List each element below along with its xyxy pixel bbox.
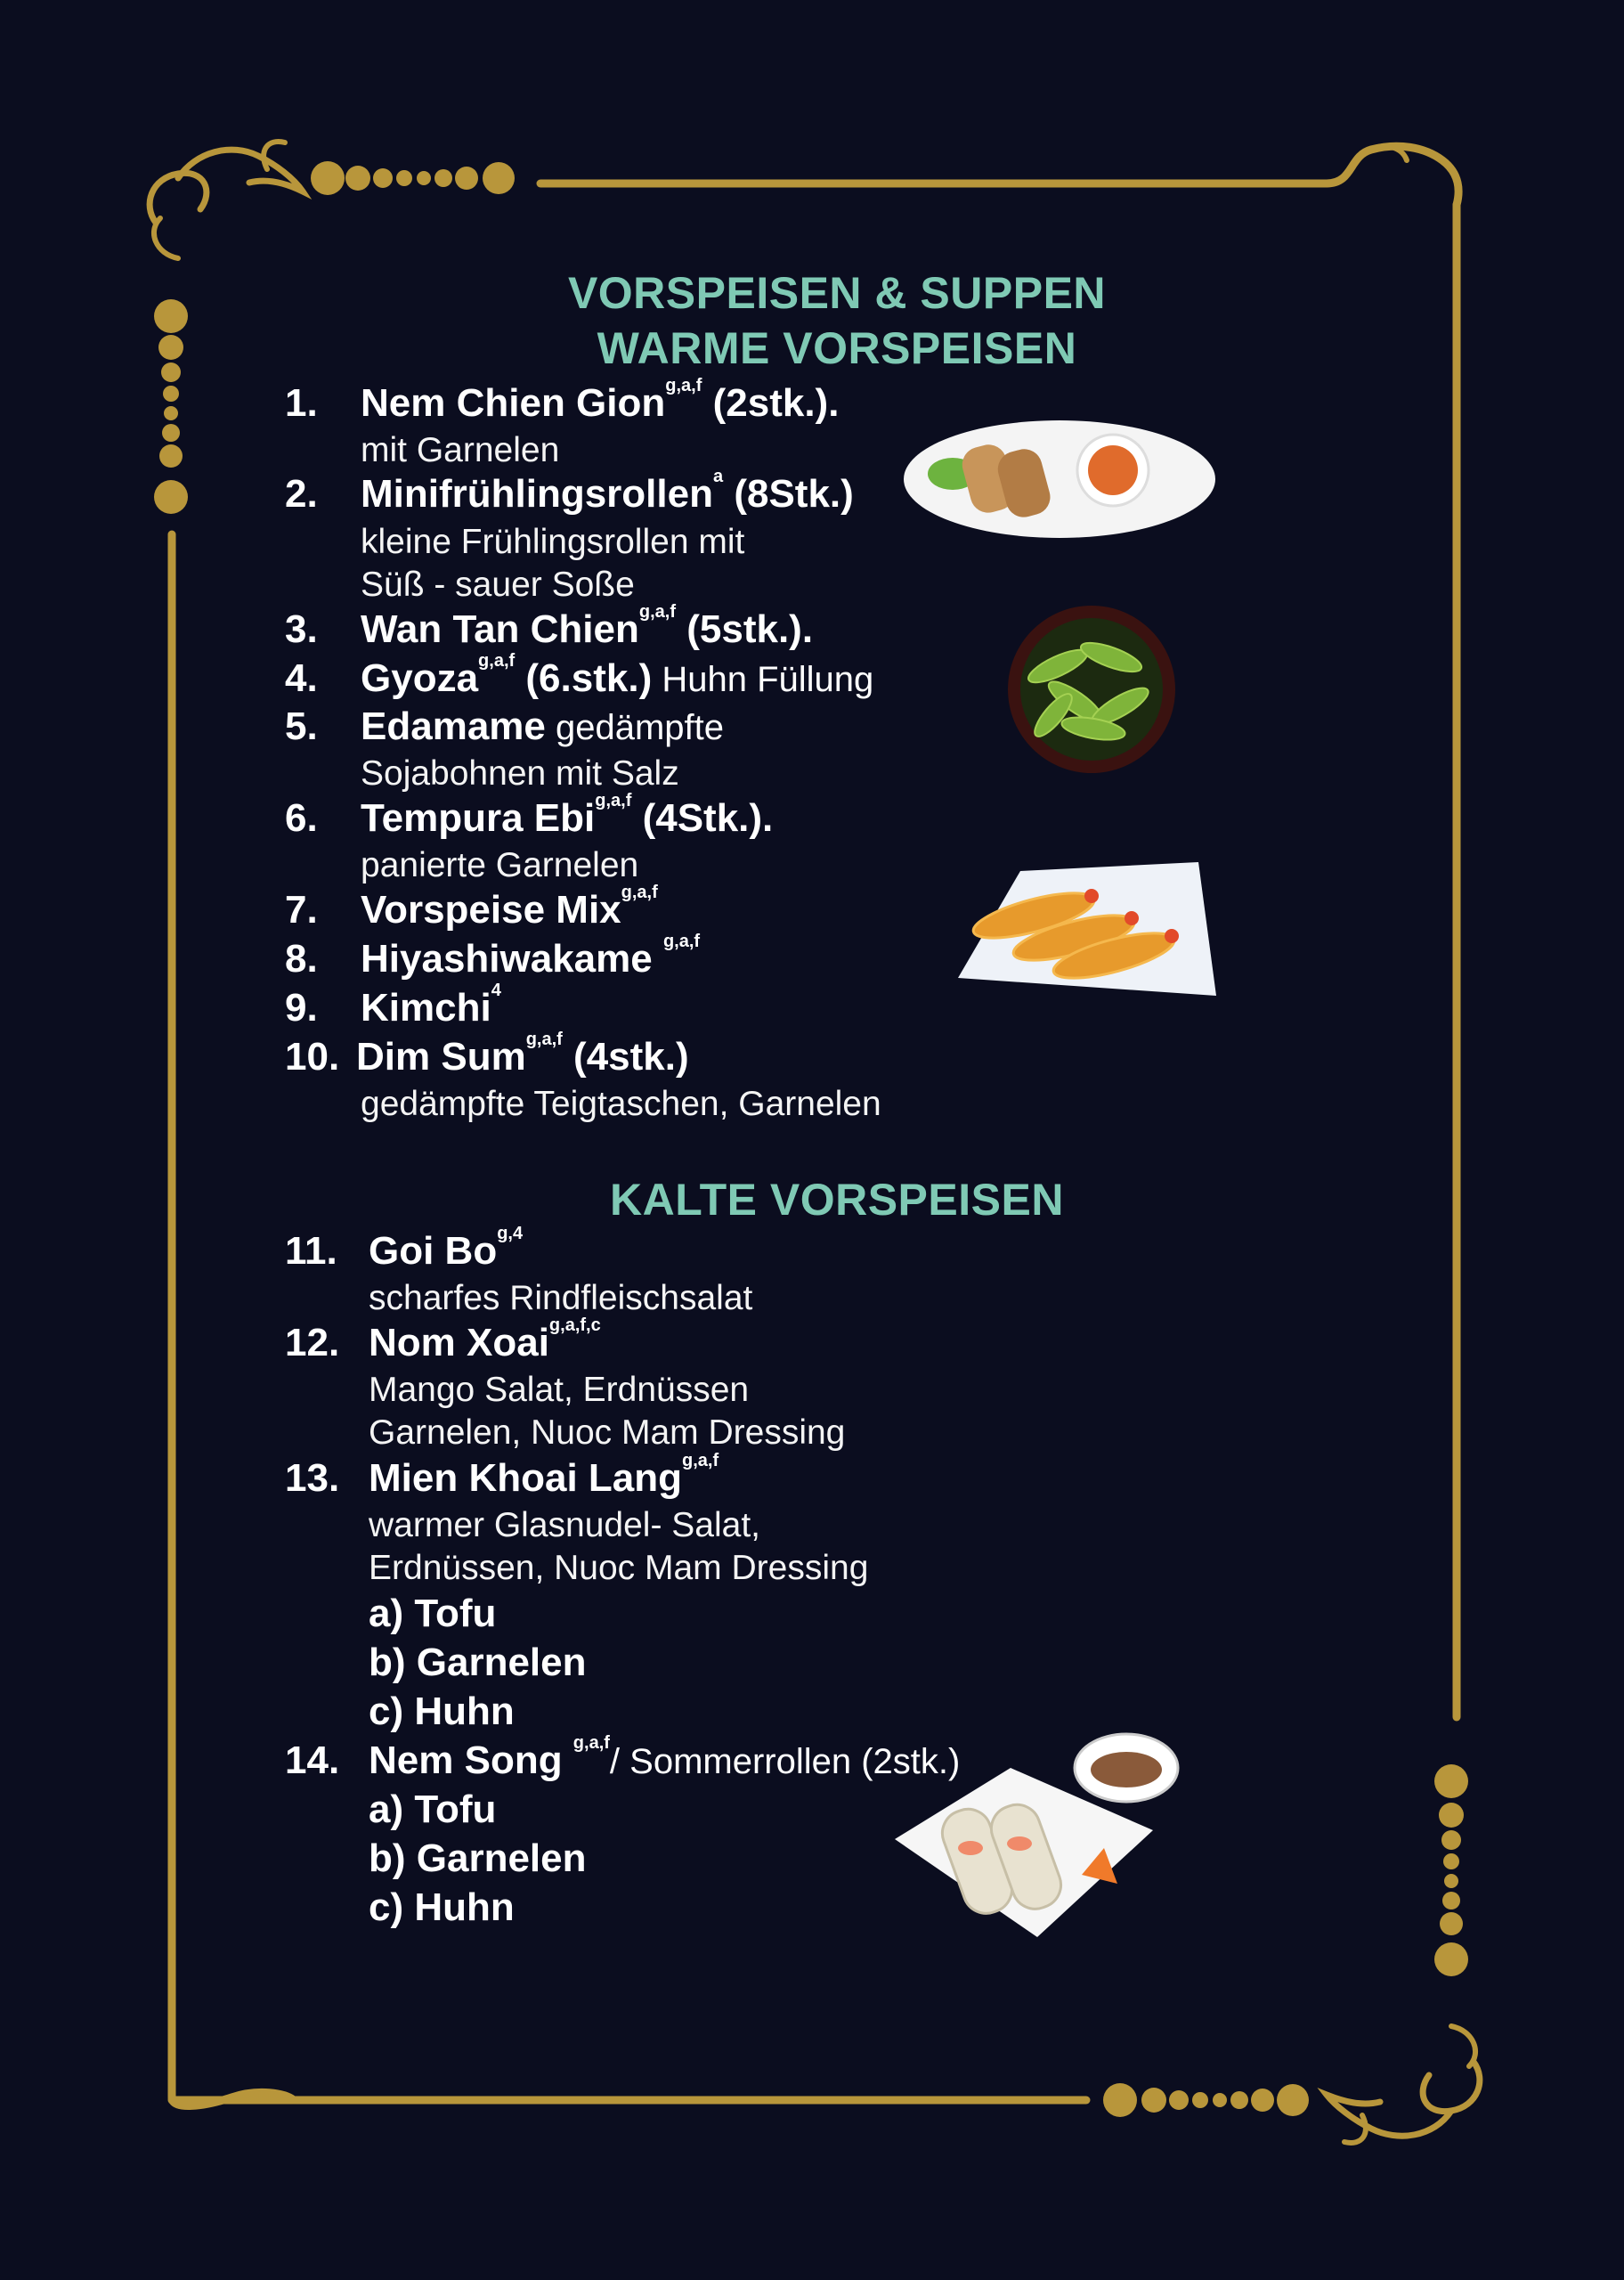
allergen-codes: a	[712, 467, 724, 486]
item-name: Gyoza$^{g,a,f}$ (6.stk.) Huhn Füllung	[361, 651, 874, 700]
allergen-codes: g,a,f	[665, 376, 702, 395]
item-number: 1.	[285, 381, 318, 425]
item-description: Erdnüssen, Nuoc Mam Dressing	[369, 1549, 869, 1587]
item-name: Kimchi$^4$	[361, 981, 501, 1030]
item-name: Mien Khoai Lang$^{g,a,f}$	[369, 1451, 719, 1500]
allergen-codes: g,a,f	[525, 1030, 563, 1049]
item-name: Minifrühlingsrollen$^a$ (8Stk.)	[361, 467, 854, 516]
option-label: b) Garnelen	[369, 1641, 587, 1684]
item-name: Hiyashiwakame $^{g,a,f}$	[361, 932, 701, 981]
item-number: 7.	[285, 888, 318, 932]
edamame-photo	[1004, 604, 1179, 775]
item-number: 2.	[285, 472, 318, 516]
allergen-codes: g,a,f	[638, 602, 677, 622]
item-name: Wan Tan Chien$^{g,a,f}$ (5stk.).	[361, 602, 814, 651]
item-description: Süß - sauer Soße	[361, 566, 635, 604]
item-description: warmer Glasnudel- Salat,	[369, 1506, 761, 1544]
tempura-shrimp-photo	[949, 853, 1216, 999]
item-name: Tempura Ebi$^{g,a,f}$ (4Stk.).	[361, 791, 774, 840]
item-number: 14.	[285, 1738, 340, 1782]
item-name: Edamame gedämpfte	[361, 704, 725, 748]
option-label: c) Huhn	[369, 1885, 515, 1929]
item-number: 11.	[285, 1229, 337, 1273]
item-number: 6.	[285, 796, 318, 840]
item-name: Nem Chien Gion$^{g,a,f}$ (2stk.).	[361, 376, 840, 425]
option-label: a) Tofu	[369, 1592, 497, 1635]
item-name: Nom Xoai$^{g,a,f,c}$	[369, 1315, 601, 1364]
allergen-codes: g,a,f	[595, 791, 632, 810]
item-name: Goi Bo$^{g,4}$	[369, 1224, 524, 1273]
item-name: Vorspeise Mix$^{g,a,f}$	[361, 883, 658, 932]
allergen-codes: 4	[491, 981, 501, 1000]
allergen-codes: g,a,f,c	[548, 1315, 601, 1335]
warm-starters-heading: WARME VORSPEISEN	[597, 323, 1077, 373]
item-number: 13.	[285, 1456, 340, 1500]
item-number: 8.	[285, 937, 318, 981]
item-description: Mango Salat, Erdnüssen	[369, 1371, 750, 1409]
cold-starters-heading: KALTE VORSPEISEN	[610, 1175, 1064, 1225]
allergen-codes: g,a,f	[682, 1451, 719, 1470]
option-label: b) Garnelen	[369, 1836, 587, 1880]
item-description: Sojabohnen mit Salz	[361, 754, 679, 793]
allergen-codes: g,a,f	[478, 651, 516, 671]
section-title: VORSPEISEN & SUPPEN	[567, 268, 1107, 318]
allergen-codes: g,a,f	[662, 932, 701, 951]
option-label: a) Tofu	[369, 1787, 497, 1831]
item-name: Dim Sum$^{g,a,f}$ (4stk.)	[356, 1030, 689, 1079]
item-description: scharfes Rindfleischsalat	[369, 1279, 753, 1317]
item-description: kleine Frühlingsrollen mit	[361, 523, 745, 561]
item-name: Nem Song $^{g,a,f}$/ Sommerrollen (2stk.)	[369, 1733, 961, 1782]
item-description: panierte Garnelen	[361, 846, 639, 884]
option-label: c) Huhn	[369, 1690, 515, 1733]
item-description: gedämpfte Teigtaschen, Garnelen	[361, 1085, 881, 1123]
allergen-codes: g,4	[497, 1224, 524, 1243]
item-number: 4.	[285, 656, 318, 700]
item-number: 9.	[285, 986, 318, 1030]
item-number: 3.	[285, 607, 318, 651]
allergen-codes: g,a,f	[621, 883, 658, 902]
item-number: 10.	[285, 1035, 340, 1079]
item-number: 5.	[285, 704, 318, 748]
allergen-codes: g,a,f	[572, 1733, 610, 1753]
item-description: Garnelen, Nuoc Mam Dressing	[369, 1413, 846, 1452]
item-description: mit Garnelen	[361, 431, 560, 469]
item-number: 12.	[285, 1321, 340, 1364]
spring-rolls-photo	[899, 410, 1220, 543]
